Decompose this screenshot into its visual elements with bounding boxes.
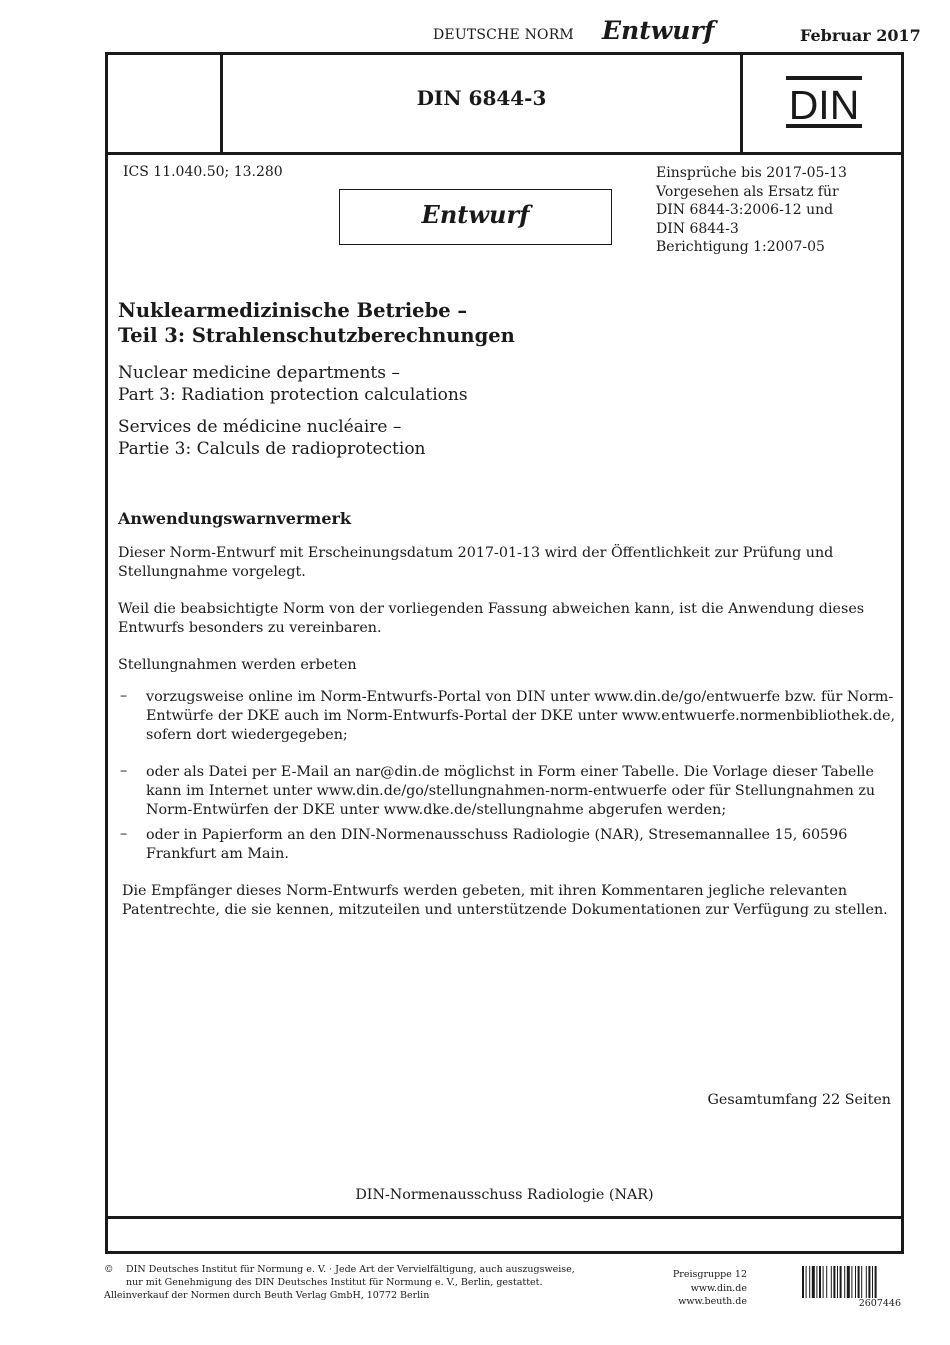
replacement-line: DIN 6844-3 [656,220,739,237]
replacement-info [656,164,886,257]
copyright-icon: © [104,1264,114,1275]
copyright-line: Alleinverkauf der Normen durch Beuth Verlag GmbH, 10772 Berlin [104,1290,430,1301]
draft-box: Entwurf [339,189,612,245]
replacement-line: Berichtigung 1:2007-05 [656,239,825,256]
patent-notice: Die Empfänger dieses Norm-Entwurfs werden gebeten, mit ihren Kommentaren jegliche relevanten Patentrechte, die sie kennen, mitzuteilen und unterstützende Dokumentationen zur Verfügung zu stellen. [122,883,888,919]
title-french [118,416,426,460]
barcode-number: 2607446 [858,1298,901,1309]
price-info [660,1268,747,1309]
list-item: oder in Papierform an den DIN-Normenausschuss Radiologie (NAR), Stresemannallee 15, 60596 Frankfurt am Main. [146,827,848,863]
warning-paragraph: Weil die beabsichtigte Norm von der vorliegenden Fassung abweichen kann, ist die Anwendung dieses Entwurfs besonders zu vereinbaren. [118,601,865,637]
replacement-line: Vorgesehen als Ersatz für [656,183,839,200]
document-number: DIN 6844-3 [416,86,547,110]
copyright-line: DIN Deutsches Institut für Normung e. V. · Jede Art der Vervielfältigung, auch auszugsweise, [126,1264,575,1275]
warning-heading: Anwendungswarnvermerk [118,509,352,528]
din-logo-text: DIN [788,82,860,128]
publication-date: Februar 2017 [800,26,921,45]
objection-deadline: Einsprüche bis 2017-05-13 [656,165,847,181]
beuth-url[interactable]: www.beuth.de [678,1296,747,1307]
bullet-dash: – [120,688,128,704]
copyright-notice [104,1263,584,1302]
header-divider-right [740,52,743,155]
list-item: vorzugsweise online im Norm-Entwurfs-Portal von DIN unter www.din.de/go/entwuerfe bzw. für Norm-Entwürfe der DKE auch im Norm-Entwurfs-Portal der DKE unter www.entwuerfe.normenbibliothek.de, sofern dort wiedergegeben; [146,689,895,744]
title-english-line: Part 3: Radiation protection calculations [118,385,468,405]
title-english-line: Nuclear medicine departments – [118,363,400,383]
list-item: oder als Datei per E-Mail an nar@din.de möglichst in Form einer Tabelle. Die Vorlage dieser Tabelle kann im Internet unter www.din.de/go/stellungnahmen-norm-entwuerfe oder für Stellungnahmen zu Norm-Entwürfen der DKE unter www.dke.de/stellungnahme abgerufen werden; [146,764,876,819]
title-french-line: Services de médicine nucléaire – [118,417,402,437]
footer-divider [105,1216,904,1219]
title-german-line: Nuklearmedizinische Betriebe – [118,299,468,322]
title-english [118,362,468,406]
ics-code: ICS 11.040.50; 13.280 [123,164,283,180]
title-german [118,298,515,348]
din-url[interactable]: www.din.de [690,1282,747,1294]
copyright-line: nur mit Genehmigung des DIN Deutsches Institut für Normung e. V., Berlin, gestattet. [126,1277,543,1288]
price-group: Preisgruppe 12 [672,1269,747,1280]
title-german-line: Teil 3: Strahlenschutzberechnungen [118,324,515,347]
committee-name: DIN-Normenausschuss Radiologie (NAR) [355,1187,654,1203]
barcode-icon [802,1266,901,1298]
replacement-line: DIN 6844-3:2006-12 und [656,202,834,219]
warning-paragraph: Dieser Norm-Entwurf mit Erscheinungsdatum 2017-01-13 wird der Öffentlichkeit zur Prüfung und Stellungnahme vorgelegt. [118,545,834,581]
total-pages: Gesamtumfang 22 Seiten [707,1092,891,1108]
comments-intro: Stellungnahmen werden erbeten [118,657,357,673]
draft-status-label: Entwurf [602,16,715,45]
bullet-dash: – [120,763,128,779]
bullet-dash: – [120,826,128,842]
norm-type-label: DEUTSCHE NORM [433,27,574,43]
din-logo [786,76,862,128]
title-french-line: Partie 3: Calculs de radioprotection [118,439,426,459]
